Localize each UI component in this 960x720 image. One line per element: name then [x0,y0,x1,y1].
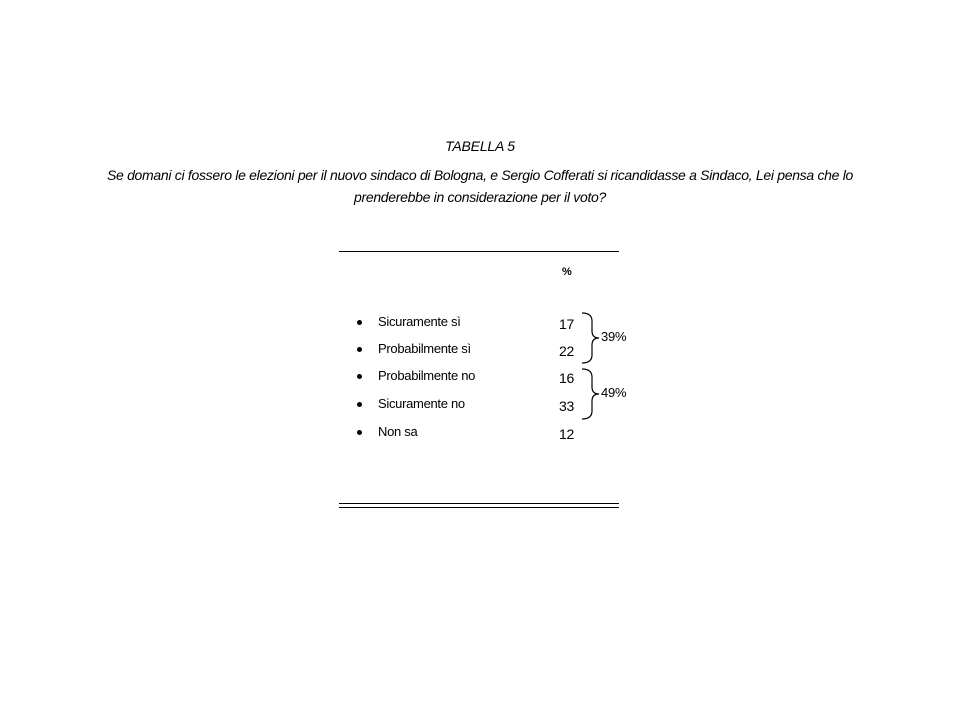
row-value: 33 [559,398,574,414]
survey-question: Se domani ci fossero le elezioni per il nuovo sindaco di Bologna, e Sergio Cofferati si ricandidasse a Sindaco, Lei pensa che lo prenderebbe in considerazione per il voto? [106,167,854,205]
bullet-icon [357,347,362,352]
bottom-rule [339,503,619,504]
curly-brace-icon [580,312,600,364]
bullet-icon [357,430,362,435]
group-total-label: 49% [601,385,627,400]
table-title: TABELLA 5 [445,138,515,154]
bullet-icon [357,402,362,407]
row-value: 17 [559,316,574,332]
bullet-icon [357,320,362,325]
group-total-label: 39% [601,329,627,344]
percent-column-header: % [562,266,572,278]
curly-brace-icon [580,368,600,420]
row-label: Probabilmente no [378,368,476,383]
row-label: Non sa [378,424,418,439]
row-value: 12 [559,426,574,442]
row-label: Sicuramente sì [378,314,461,329]
row-label: Sicuramente no [378,396,465,411]
row-label: Probabilmente sì [378,341,471,356]
row-value: 22 [559,343,574,359]
bullet-icon [357,374,362,379]
top-rule [339,251,619,252]
row-value: 16 [559,370,574,386]
bottom-rule-double [339,507,619,508]
